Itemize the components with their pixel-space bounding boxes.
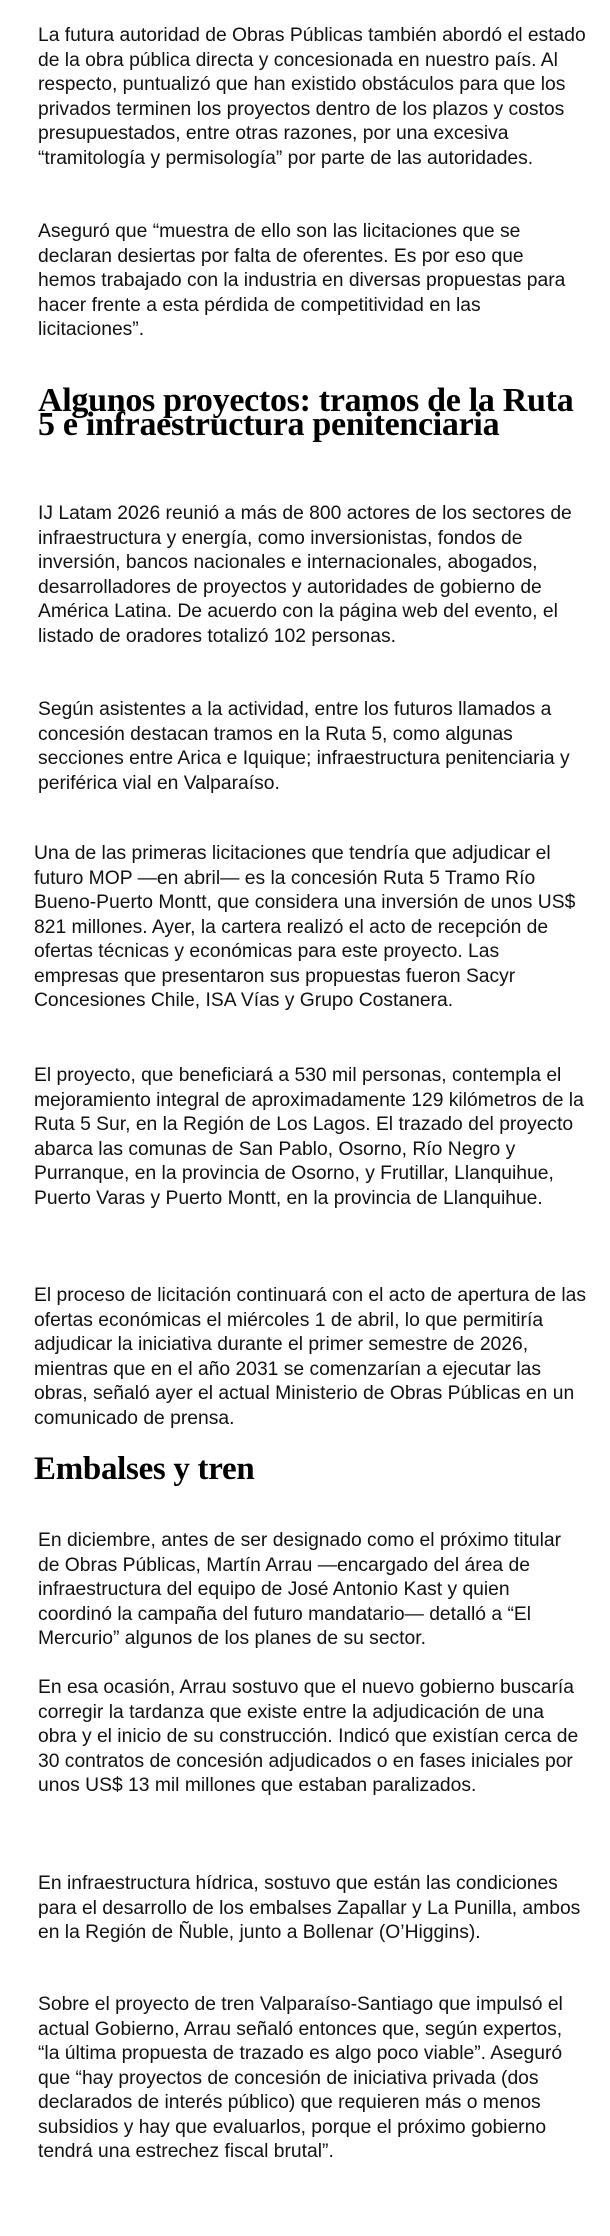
section-heading-proyectos: Algunos proyectos: tramos de la Ruta 5 e infraestructura penitenciaria: [38, 382, 574, 443]
paragraph-futuros-llamados: Según asistentes a la actividad, entre los futuros llamados a concesión destacan tramos en la Ruta 5, como algunas secciones entre Arica e Iquique; infraestructura penitenciaria y periférica vial en Valparaíso.: [38, 699, 570, 794]
paragraph-tren-valparaiso: Sobre el proyecto de tren Valparaíso-Santiago que impulsó el actual Gobierno, Arrau señaló entonces que, según expertos, “la última propuesta de trazado es algo poco viable”. Aseguró que “hay proyectos de concesión de iniciativa privada (dos declarados de interés público) que requieren más o menos subsidios y hay que evaluarlos, porque el próximo gobierno tendrá una estrechez fiscal brutal”.: [38, 1994, 563, 2162]
paragraph-ruta5-licitacion: Una de las primeras licitaciones que tendría que adjudicar el futuro MOP —en abril— es la concesión Ruta 5 Tramo Río Bueno-Puerto Montt, que considera una inversión de unos US$ 821 millones. Ayer, la cartera realizó el acto de recepción de ofertas técnicas y económicas para este proyecto. Las empresas que presentaron sus propuestas fueron Sacyr Concesiones Chile, ISA Vías y Grupo Costanera.: [34, 843, 576, 1011]
section-heading-embalses: Embalses y tren: [34, 1451, 255, 1487]
paragraph-infraestructura-hidrica: En infraestructura hídrica, sostuvo que están las condiciones para el desarrollo de los embalses Zapallar y La Punilla, ambos en la Región de Ñuble, junto a Bollenar (O’Higgins).: [38, 1873, 581, 1943]
paragraph-diciembre-arrau: En diciembre, antes de ser designado como el próximo titular de Obras Públicas, Martín Arrau —encargado del área de infraestructura del equipo de José Antonio Kast y quien coordinó la campaña del futuro mandatario— detalló a “El Mercurio” algunos de los planes de su sector.: [38, 1530, 562, 1649]
paragraph-proyecto-beneficio: El proyecto, que beneficiará a 530 mil personas, contempla el mejoramiento integral de aproximadamente 129 kilómetros de la Ruta 5 Sur, en la Región de Los Lagos. El trazado del proyecto abarca las comunas de San Pablo, Osorno, Río Negro y Purranque, en la provincia de Osorno, y Frutillar, Llanquihue, Puerto Varas y Puerto Montt, en la provincia de Llanquihue.: [34, 1065, 584, 1209]
paragraph-tardanza: En esa ocasión, Arrau sostuvo que el nuevo gobierno buscaría corregir la tardanza que existe entre la adjudicación de una obra y el inicio de su construcción. Indicó que existían cerca de 30 contratos de concesión adjudicados o en fases iniciales por unos US$ 13 mil millones que estaban paralizados.: [38, 1677, 579, 1796]
paragraph-licitaciones-desiertas: Aseguró que “muestra de ello son las licitaciones que se declaran desiertas por falta de oferentes. Es por eso que hemos trabajado con la industria en diversas propuestas para hacer frente a esta pérdida de competitividad en las licitaciones”.: [38, 221, 566, 340]
paragraph-tramitologia: La futura autoridad de Obras Públicas también abordó el estado de la obra pública directa y concesionada en nuestro país. Al respecto, puntualizó que han existido obstáculos para que los privados terminen los proyectos dentro de los plazos y costos presupuestados, entre otras razones, por una excesiva “tramitología y permisología” por parte de las autoridades.: [38, 25, 586, 169]
paragraph-proceso-licitacion: El proceso de licitación continuará con el acto de apertura de las ofertas económicas el miércoles 1 de abril, lo que permitiría adjudicar la iniciativa durante el primer semestre de 2026, mientras que en el año 2031 se comenzarían a ejecutar las obras, señaló ayer el actual Ministerio de Obras Públicas en un comunicado de prensa.: [34, 1285, 586, 1429]
paragraph-ij-latam: IJ Latam 2026 reunió a más de 800 actores de los sectores de infraestructura y energía, como inversionistas, fondos de inversión, bancos nacionales e internacionales, abogados, desarrolladores de proyectos y autoridades de gobierno de América Latina. De acuerdo con la página web del evento, el listado de oradores totalizó 102 personas.: [38, 503, 572, 647]
